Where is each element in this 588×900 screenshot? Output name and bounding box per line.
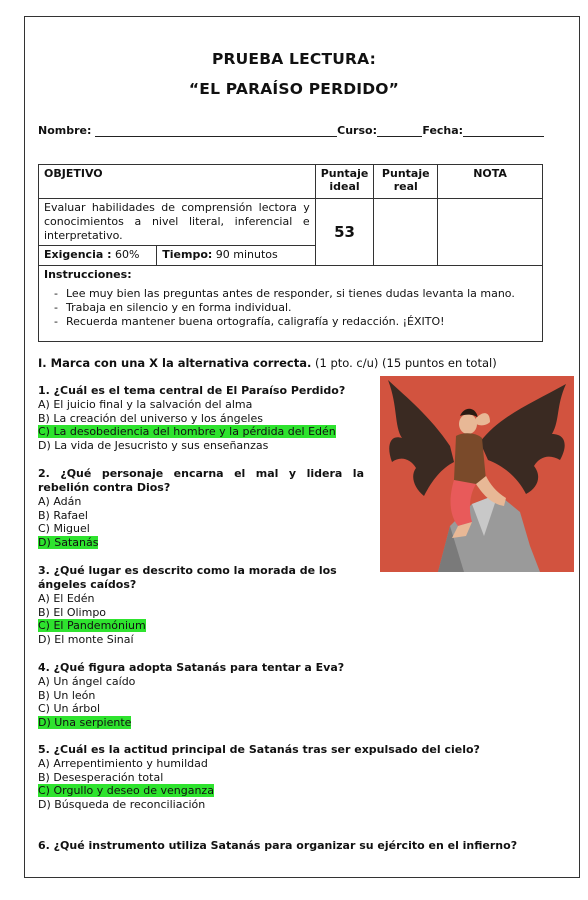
question-3 bbox=[38, 564, 364, 646]
name-field[interactable] bbox=[95, 125, 337, 137]
question-6 bbox=[38, 839, 548, 853]
objective-text: Evaluar habilidades de comprensión lectora y conocimientos a nivel literal, inferencial e interpretativo. bbox=[39, 199, 316, 246]
instructions-list bbox=[44, 287, 537, 329]
question-text: 2. ¿Qué personaje encarna el mal y lidera la rebelión contra Dios? bbox=[38, 467, 364, 494]
section-heading bbox=[38, 356, 497, 370]
option-a[interactable]: A) El juicio final y la salvación del alma bbox=[38, 398, 253, 411]
student-info-line bbox=[38, 124, 544, 137]
time-cell bbox=[157, 246, 315, 266]
requirement-value: 60% bbox=[111, 248, 140, 261]
option-a[interactable]: A) Un ángel caído bbox=[38, 675, 136, 688]
question-text: 5. ¿Cuál es la actitud principal de Satanás tras ser expulsado del cielo? bbox=[38, 743, 480, 756]
option-b[interactable]: B) Un león bbox=[38, 688, 96, 702]
instruction-item: - Trabaja en silencio y en forma individual. bbox=[54, 301, 537, 315]
option-c-correct[interactable]: C) La desobediencia del hombre y la pérdida del Edén bbox=[38, 425, 336, 439]
option-d[interactable]: D) El monte Sinaí bbox=[38, 632, 134, 646]
option-c[interactable]: C) Un árbol bbox=[38, 702, 101, 716]
test-title: PRUEBA LECTURA: bbox=[211, 50, 377, 68]
course-label: Curso: bbox=[337, 124, 377, 137]
option-b[interactable]: B) La creación del universo y los ángeles bbox=[38, 411, 263, 425]
test-subtitle: “EL PARAÍSO PERDIDO” bbox=[188, 80, 400, 98]
option-d-correct[interactable]: D) Satanás bbox=[38, 535, 99, 549]
date-label: Fecha: bbox=[422, 124, 464, 137]
course-field[interactable] bbox=[377, 125, 422, 137]
option-c[interactable]: C) Miguel bbox=[38, 522, 90, 536]
time-label: Tiempo: bbox=[162, 248, 213, 261]
question-2 bbox=[38, 467, 364, 549]
instruction-item: - Recuerda mantener buena ortografía, caligrafía y redacción. ¡ÉXITO! bbox=[54, 315, 537, 329]
question-text: 3. ¿Qué lugar es descrito como la morada de los ángeles caídos? bbox=[38, 564, 337, 591]
grade-cell[interactable] bbox=[438, 199, 543, 266]
requirement-cell bbox=[39, 246, 157, 266]
option-b[interactable]: B) El Olimpo bbox=[38, 605, 107, 619]
option-d[interactable]: D) Búsqueda de reconciliación bbox=[38, 797, 206, 811]
option-d[interactable]: D) La vida de Jesucristo y sus enseñanzas bbox=[38, 438, 269, 452]
grade-header: NOTA bbox=[438, 165, 543, 199]
head bbox=[459, 414, 477, 434]
question-5 bbox=[38, 743, 548, 811]
option-c-correct[interactable]: C) Orgullo y deseo de venganza bbox=[38, 784, 214, 798]
option-a[interactable]: A) El Edén bbox=[38, 592, 95, 605]
instructions-label: Instrucciones: bbox=[44, 268, 132, 281]
option-d-correct[interactable]: D) Una serpiente bbox=[38, 715, 132, 729]
instruction-item: - Lee muy bien las preguntas antes de responder, si tienes dudas levanta la mano. bbox=[54, 287, 537, 301]
option-b[interactable]: B) Desesperación total bbox=[38, 770, 164, 784]
time-value: 90 minutos bbox=[212, 248, 278, 261]
instructions-cell bbox=[39, 266, 543, 342]
date-field[interactable] bbox=[463, 125, 544, 137]
section-scoring: (1 pto. c/u) (15 puntos en total) bbox=[311, 356, 497, 370]
fallen-angel-illustration bbox=[380, 376, 574, 572]
option-a[interactable]: A) Adán bbox=[38, 495, 82, 508]
real-score-cell[interactable] bbox=[374, 199, 438, 266]
question-text: 6. ¿Qué instrumento utiliza Satanás para organizar su ejército en el infierno? bbox=[38, 839, 518, 852]
evaluation-info-table bbox=[38, 164, 543, 342]
objective-header: OBJETIVO bbox=[39, 165, 316, 199]
ideal-score-header: Puntaje ideal bbox=[315, 165, 374, 199]
option-c-correct[interactable]: C) El Pandemónium bbox=[38, 619, 146, 633]
question-4 bbox=[38, 661, 538, 729]
option-a[interactable]: A) Arrepentimiento y humildad bbox=[38, 757, 208, 770]
name-label: Nombre: bbox=[38, 124, 92, 137]
section-title: I. Marca con una X la alternativa correcta. bbox=[38, 356, 312, 370]
requirement-label: Exigencia : bbox=[44, 248, 112, 261]
real-score-header: Puntaje real bbox=[374, 165, 438, 199]
torso bbox=[454, 433, 486, 484]
option-b[interactable]: B) Rafael bbox=[38, 508, 88, 522]
question-text: 4. ¿Qué figura adopta Satanás para tentar a Eva? bbox=[38, 661, 345, 674]
question-text: 1. ¿Cuál es el tema central de El Paraíso Perdido? bbox=[38, 384, 346, 397]
ideal-score-value: 53 bbox=[315, 199, 374, 266]
question-1 bbox=[38, 384, 368, 452]
